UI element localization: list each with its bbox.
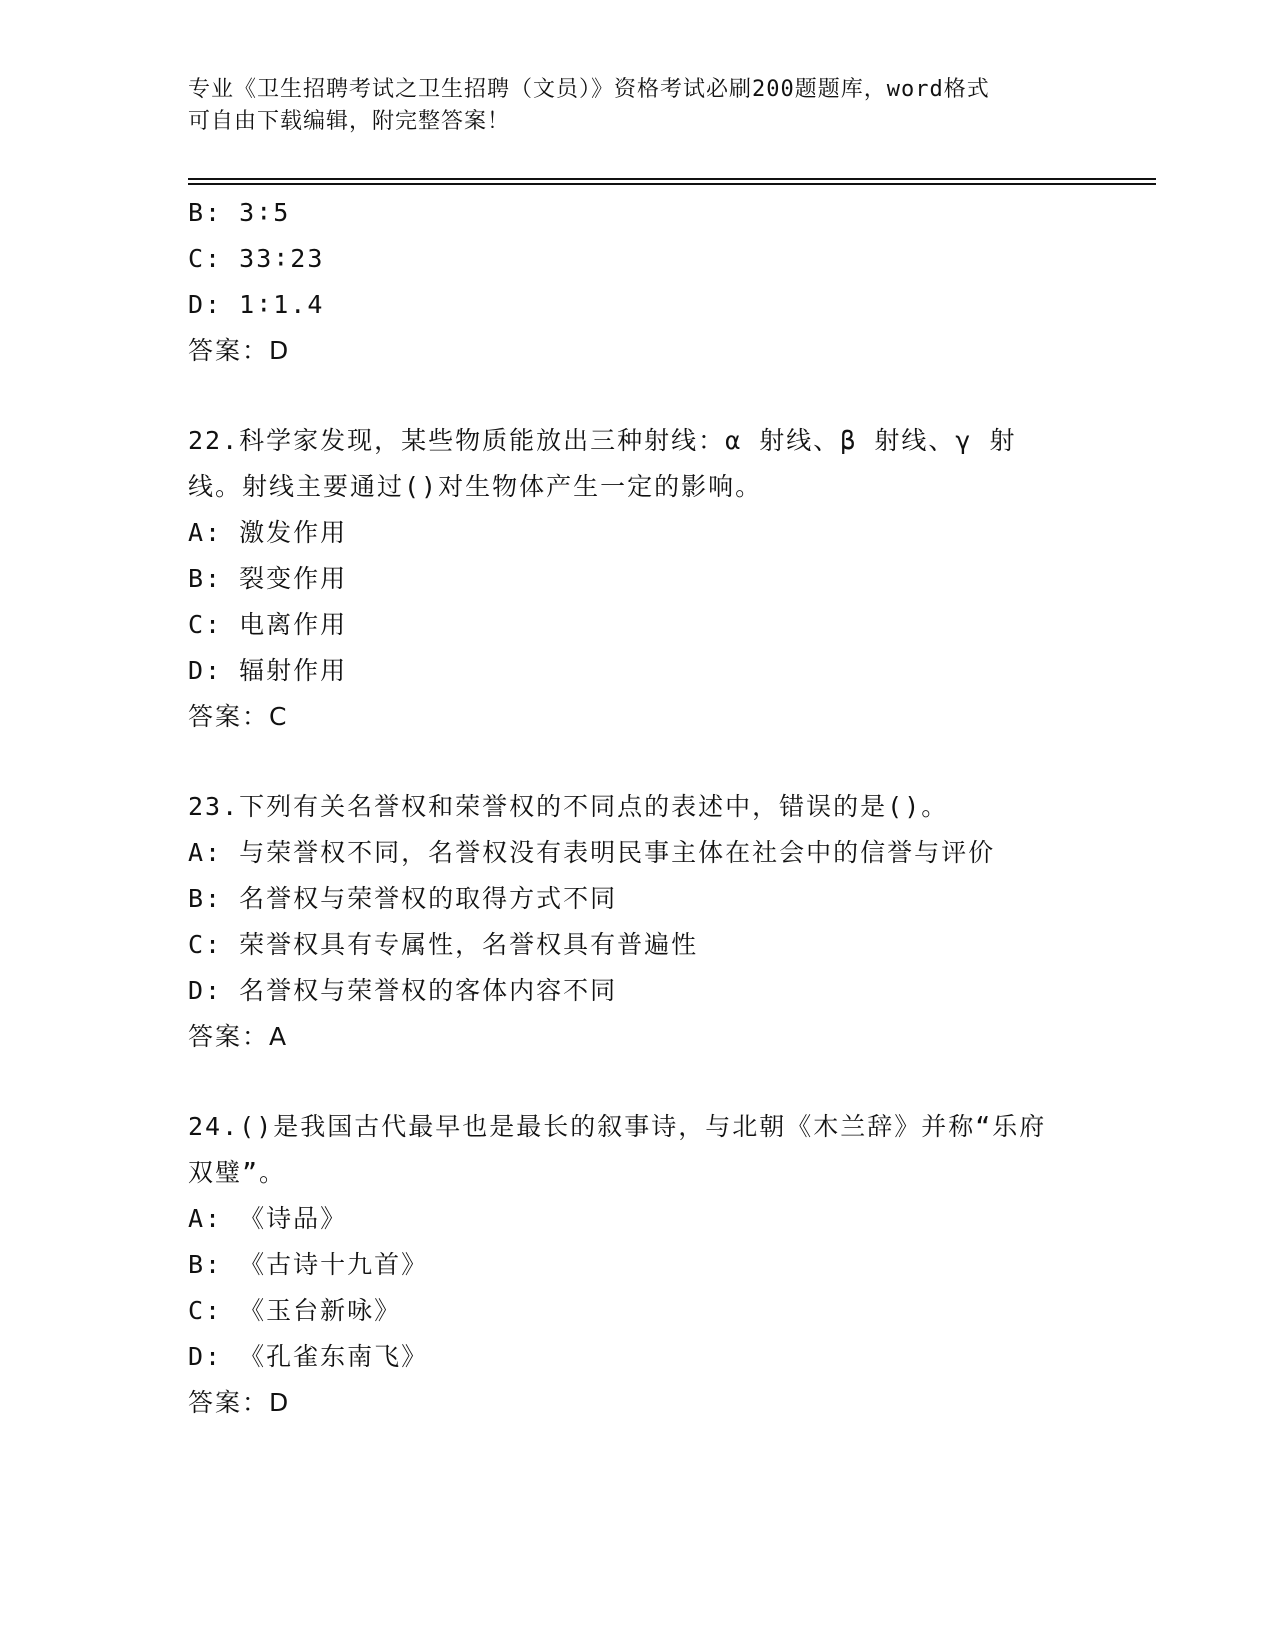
option-a: A: 《诗品》 (188, 1204, 348, 1233)
answer-line: 答案：C (188, 702, 289, 731)
option-c: C: 《玉台新咏》 (188, 1296, 402, 1325)
question-24 (188, 1104, 1088, 1426)
question-23 (188, 784, 1088, 1060)
document-header (188, 74, 1068, 138)
header-rule-top (188, 178, 1156, 180)
question-22 (188, 418, 1088, 740)
spacer (188, 1060, 1088, 1104)
question-stem: 24.()是我国古代最早也是最长的叙事诗，与北朝《木兰辞》并称“乐府双璧”。 (188, 1112, 1047, 1187)
header-line-2: 可自由下载编辑，附完整答案！ (188, 109, 511, 134)
option-b: B: 裂变作用 (188, 564, 348, 593)
spacer (188, 740, 1088, 784)
option-c: C: 荣誉权具有专属性，名誉权具有普遍性 (188, 930, 699, 959)
option-a: A: 与荣誉权不同，名誉权没有表明民事主体在社会中的信誉与评价 (188, 838, 996, 867)
option-b: B: 名誉权与荣誉权的取得方式不同 (188, 884, 618, 913)
option-c: C: 33∶23 (188, 244, 325, 273)
header-line-1: 专业《卫生招聘考试之卫生招聘（文员）》资格考试必刷200题题库，word格式 (188, 77, 990, 102)
option-c: C: 电离作用 (188, 610, 348, 639)
question-21-continued (188, 190, 1088, 374)
option-d: D: 名誉权与荣誉权的客体内容不同 (188, 976, 618, 1005)
option-a: A: 激发作用 (188, 518, 348, 547)
question-list (188, 190, 1088, 1426)
answer-line: 答案：D (188, 1388, 291, 1417)
question-stem: 22.科学家发现，某些物质能放出三种射线：α 射线、β 射线、γ 射线。射线主要通过()对生物体产生一定的影响。 (188, 426, 1017, 501)
question-stem: 23.下列有关名誉权和荣誉权的不同点的表述中，错误的是()。 (188, 792, 949, 821)
header-rule-bottom (188, 183, 1156, 185)
spacer (188, 374, 1088, 418)
option-b: B: 3∶5 (188, 198, 291, 227)
answer-line: 答案：D (188, 336, 291, 365)
option-d: D: 《孔雀东南飞》 (188, 1342, 429, 1371)
option-d: D: 1∶1.4 (188, 290, 325, 319)
answer-line: 答案：A (188, 1022, 289, 1051)
option-d: D: 辐射作用 (188, 656, 348, 685)
option-b: B: 《古诗十九首》 (188, 1250, 429, 1279)
